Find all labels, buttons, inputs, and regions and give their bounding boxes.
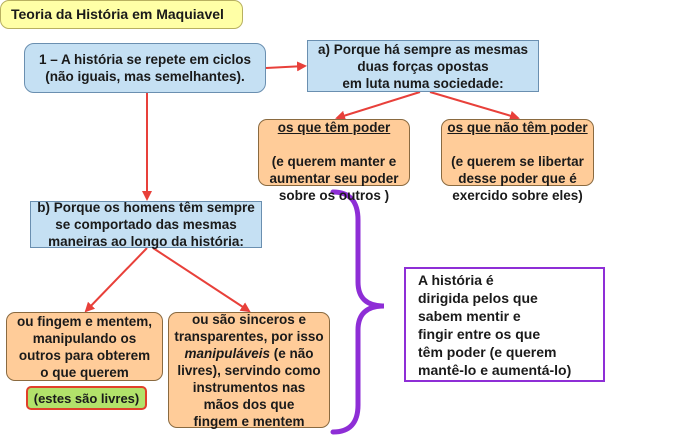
node-opposing-forces (307, 40, 539, 92)
node-pretend-and-lie (6, 312, 163, 381)
arrow-nodeB-to-sincere (153, 248, 249, 311)
node-sincere-line2: (e não livres), servindo como instrumentos nas mãos dos que fingem e mentem (177, 345, 321, 429)
diagram-title: Teoria da História em Maquiavel (0, 0, 243, 29)
node-sincere-and-transparent (168, 312, 330, 428)
node-those-with-power-text: (e querem manter e aumentar seu poder sobre os outros ) (269, 153, 399, 203)
conclusion-text: A história é dirigida pelos que sabem mentir e fingir entre os que têm poder (e querem mantê-lo e aumentá-lo) (418, 271, 572, 378)
node-those-with-power (258, 119, 410, 203)
node-those-without-power-heading: os que não têm poder (447, 119, 588, 135)
node-sincere-emphasis: manipuláveis (184, 345, 271, 361)
node-opposing-forces-text: a) Porque há sempre as mesmas duas forças opostas em luta numa sociedade: (317, 41, 529, 91)
arrow-nodeB-to-pretend (86, 248, 147, 311)
node-sincere-line1: ou são sinceros e transparentes, por isso (174, 311, 324, 344)
node-history-repeats (24, 43, 266, 93)
node-pretend-and-lie-text: ou fingem e mentem, manipulando os outros para obterem o que querem (16, 313, 153, 380)
node-those-without-power-text: (e querem se libertar desse poder que é exercido sobre eles) (451, 153, 584, 203)
node-same-behavior-text: b) Porque os homens têm sempre se comportado das mesmas maneiras ao longo da história: (37, 200, 255, 249)
badge-these-are-free-text: (estes são livres) (33, 390, 140, 406)
arrow-node1-to-nodeA (266, 66, 305, 68)
node-those-with-power-heading: os que têm poder (277, 119, 391, 135)
node-same-behavior (30, 201, 262, 248)
badge-these-are-free (26, 386, 147, 410)
conclusion-box (404, 267, 605, 382)
node-those-without-power (441, 119, 594, 203)
node-history-repeats-text: 1 – A história se repete em ciclos (não iguais, mas semelhantes). (38, 52, 252, 84)
curly-brace (333, 192, 384, 432)
